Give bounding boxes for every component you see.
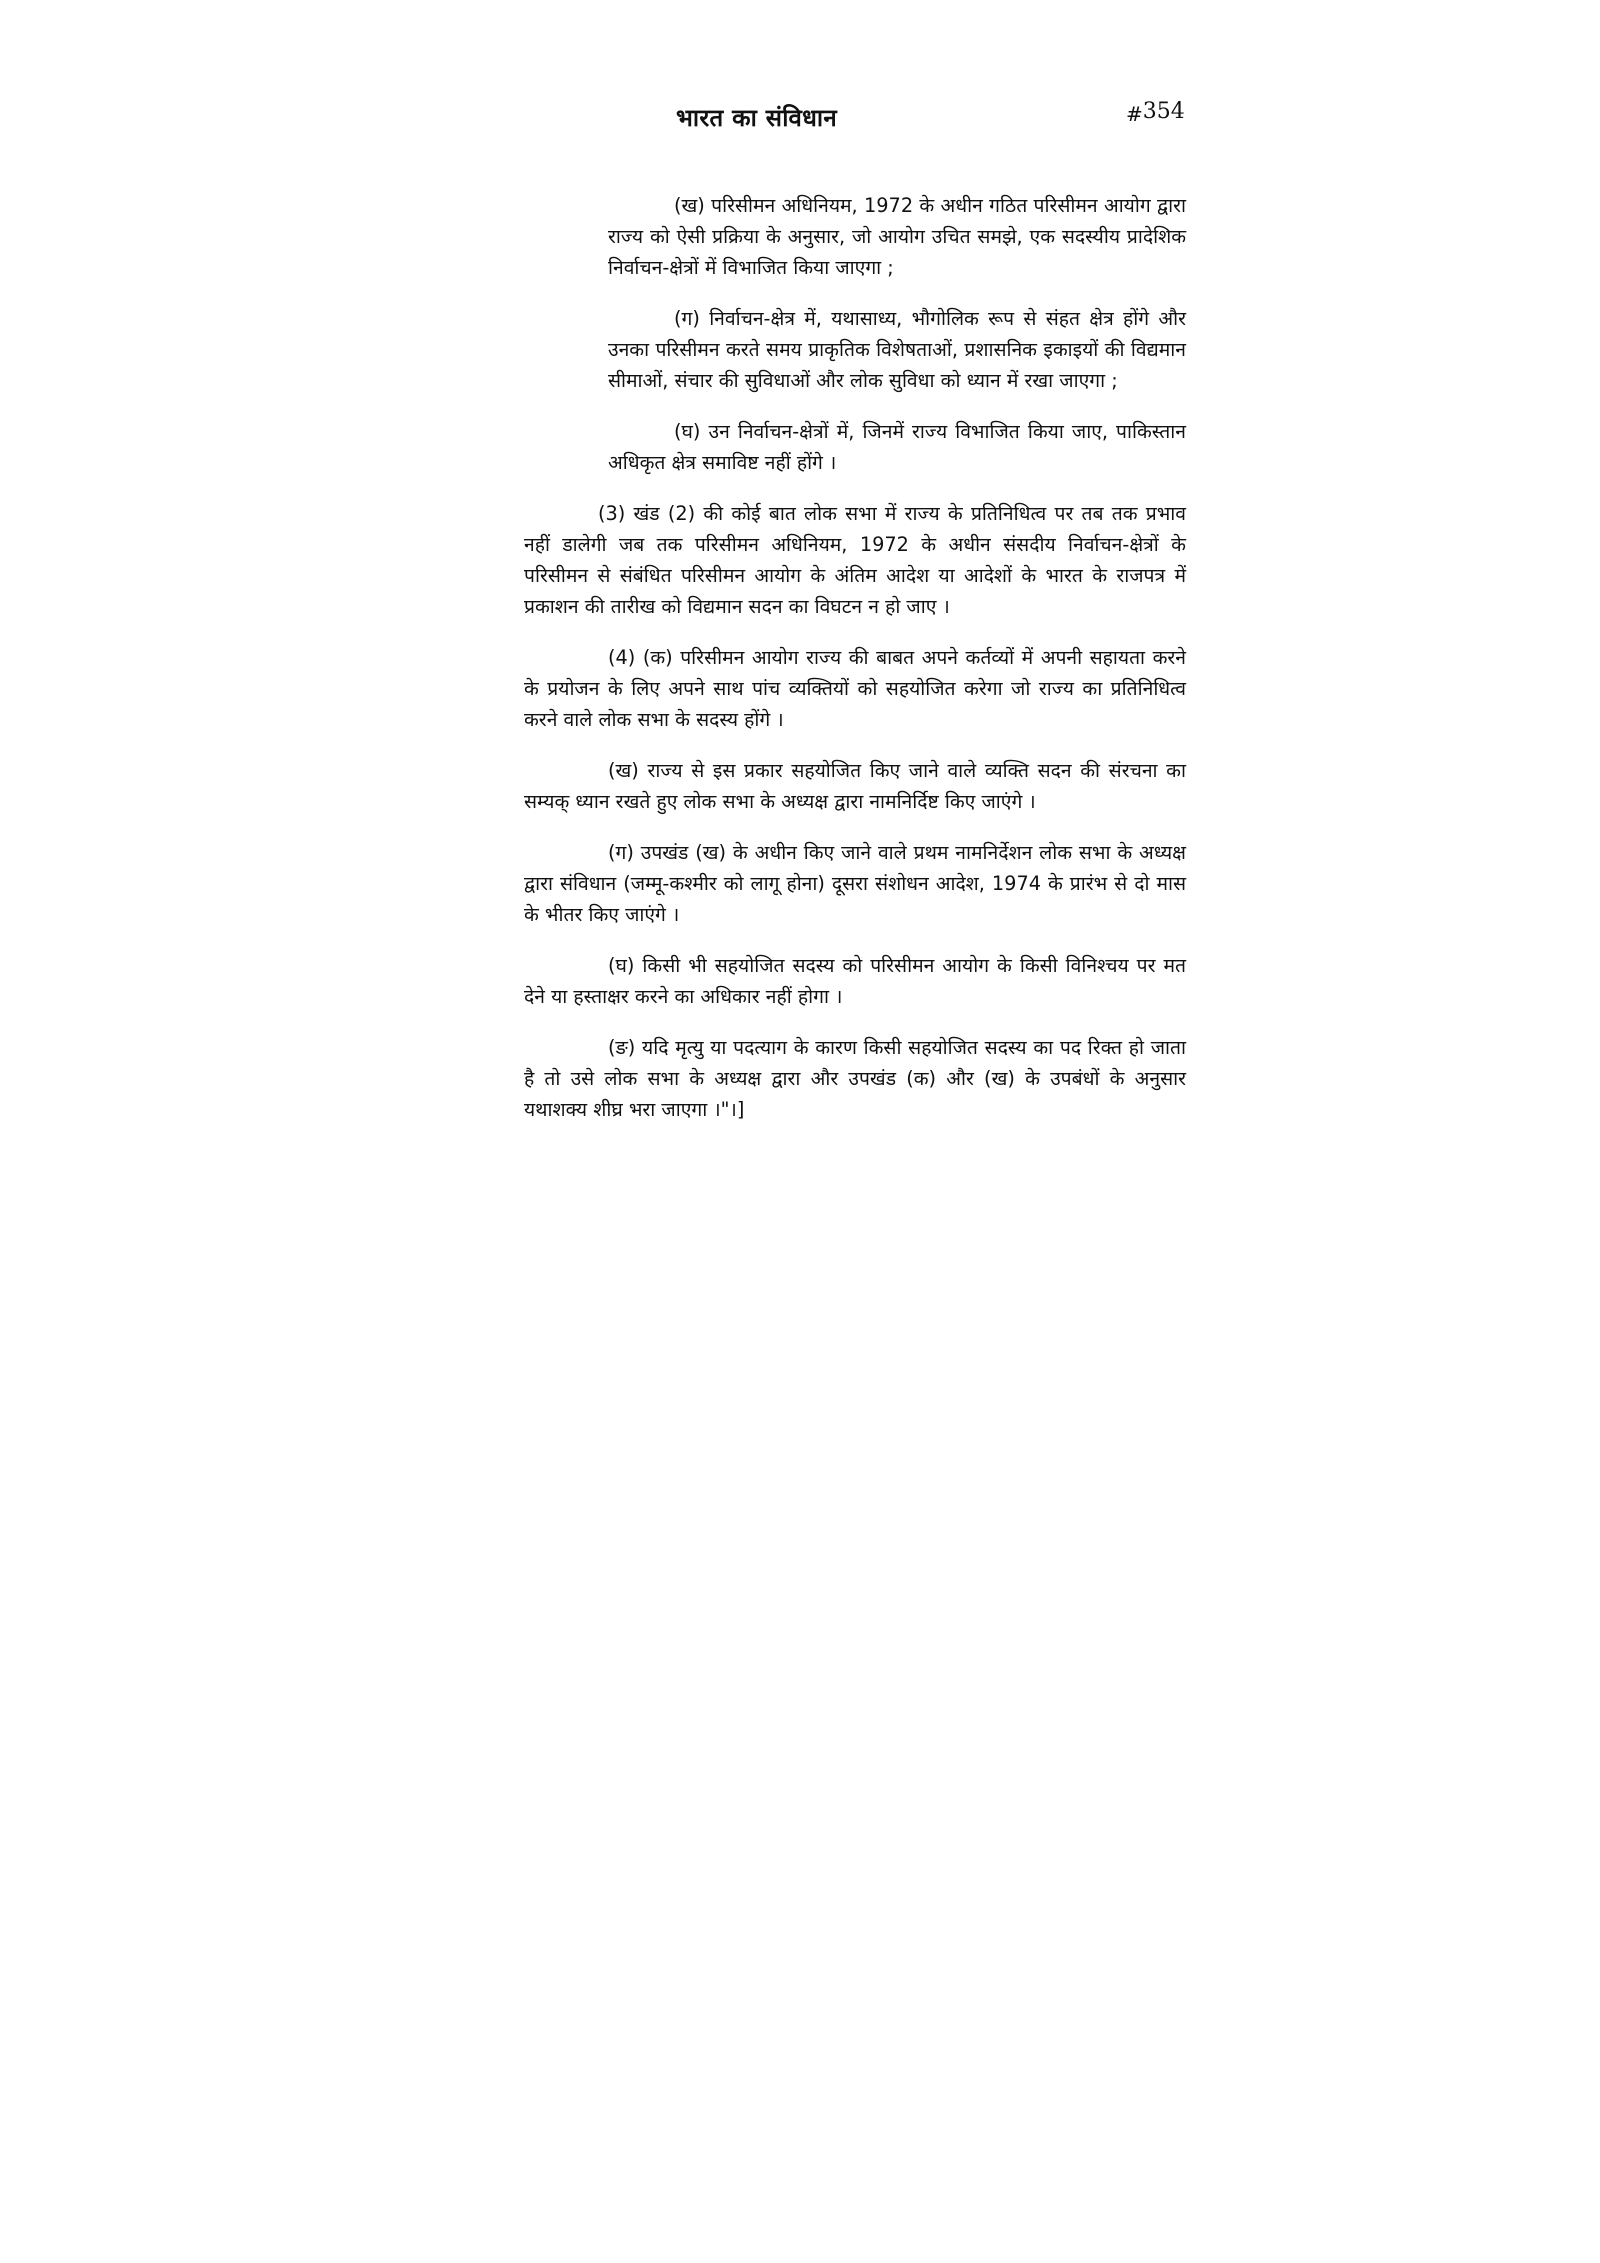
paragraph-sub-ga: (ग) निर्वाचन-क्षेत्र में, यथासाध्य, भौगोलिक रूप से संहत क्षेत्र होंगे और उनका परिसीमन करते समय प्राकृतिक विशेषताओं, प्रशासनिक इकाइयों की विद्यमान सीमाओं, संचार की सुविधाओं और लोक सुविधा को ध्यान में रखा जाएगा ; (608, 307, 1186, 392)
paragraph-sub-gha: (घ) उन निर्वाचन-क्षेत्रों में, जिनमें राज्य विभाजित किया जाए, पाकिस्तान अधिकृत क्षेत्र समाविष्ट नहीं होंगे । (608, 420, 1186, 474)
page-number-hash: # (1126, 102, 1143, 126)
page-number-value: 354 (1142, 99, 1185, 124)
paragraph-clause-3: (3) खंड (2) की कोई बात लोक सभा में राज्य के प्रतिनिधित्व पर तब तक प्रभाव नहीं डालेगी जब तक परिसीमन अधिनियम, 1972 के अधीन संसदीय निर्वाचन-क्षेत्रों के परिसीमन से संबंधित परिसीमन आयोग के अंतिम आदेश या आदेशों के भारत के राजपत्र में प्रकाशन की तारीख को विद्यमान सदन का विघटन न हो जाए । (524, 502, 1186, 618)
paragraph-sub-kha: (ख) परिसीमन अधिनियम, 1972 के अधीन गठित परिसीमन आयोग द्वारा राज्य को ऐसी प्रक्रिया के अनुसार, जो आयोग उचित समझे, एक सदस्यीय प्रादेशिक निर्वाचन-क्षेत्रों में विभाजित किया जाएगा ; (608, 194, 1186, 279)
document-body (524, 190, 1186, 1145)
paragraph-clause-4-ka: (4) (क) परिसीमन आयोग राज्य की बाबत अपने कर्तव्यों में अपनी सहायता करने के प्रयोजन के लिए अपने साथ पांच व्यक्तियों को सहयोजित करेगा जो राज्य का प्रतिनिधित्व करने वाले लोक सभा के सदस्य होंगे । (524, 646, 1186, 731)
paragraph-clause-4-ga: (ग) उपखंड (ख) के अधीन किए जाने वाले प्रथम नामनिर्देशन लोक सभा के अध्यक्ष द्वारा संविधान (जम्मू-कश्मीर को लागू होना) दूसरा संशोधन आदेश, 1974 के प्रारंभ से दो मास के भीतर किए जाएंगे । (524, 841, 1186, 926)
page-number (1126, 99, 1185, 126)
page-header (0, 95, 1600, 145)
paragraph-clause-4-gha: (घ) किसी भी सहयोजित सदस्य को परिसीमन आयोग के किसी विनिश्चय पर मत देने या हस्ताक्षर करने का अधिकार नहीं होगा । (524, 954, 1186, 1008)
paragraph-clause-4-nga: (ङ) यदि मृत्यु या पदत्याग के कारण किसी सहयोजित सदस्य का पद रिक्त हो जाता है तो उसे लोक सभा के अध्यक्ष द्वारा और उपखंड (क) और (ख) के उपबंधों के अनुसार यथाशक्य शीघ्र भरा जाएगा ।"।] (524, 1036, 1186, 1121)
page-title: भारत का संविधान (676, 104, 838, 132)
paragraph-clause-4-kha: (ख) राज्य से इस प्रकार सहयोजित किए जाने वाले व्यक्ति सदन की संरचना का सम्यक् ध्यान रखते हुए लोक सभा के अध्यक्ष द्वारा नामनिर्दिष्ट किए जाएंगे । (524, 759, 1186, 813)
